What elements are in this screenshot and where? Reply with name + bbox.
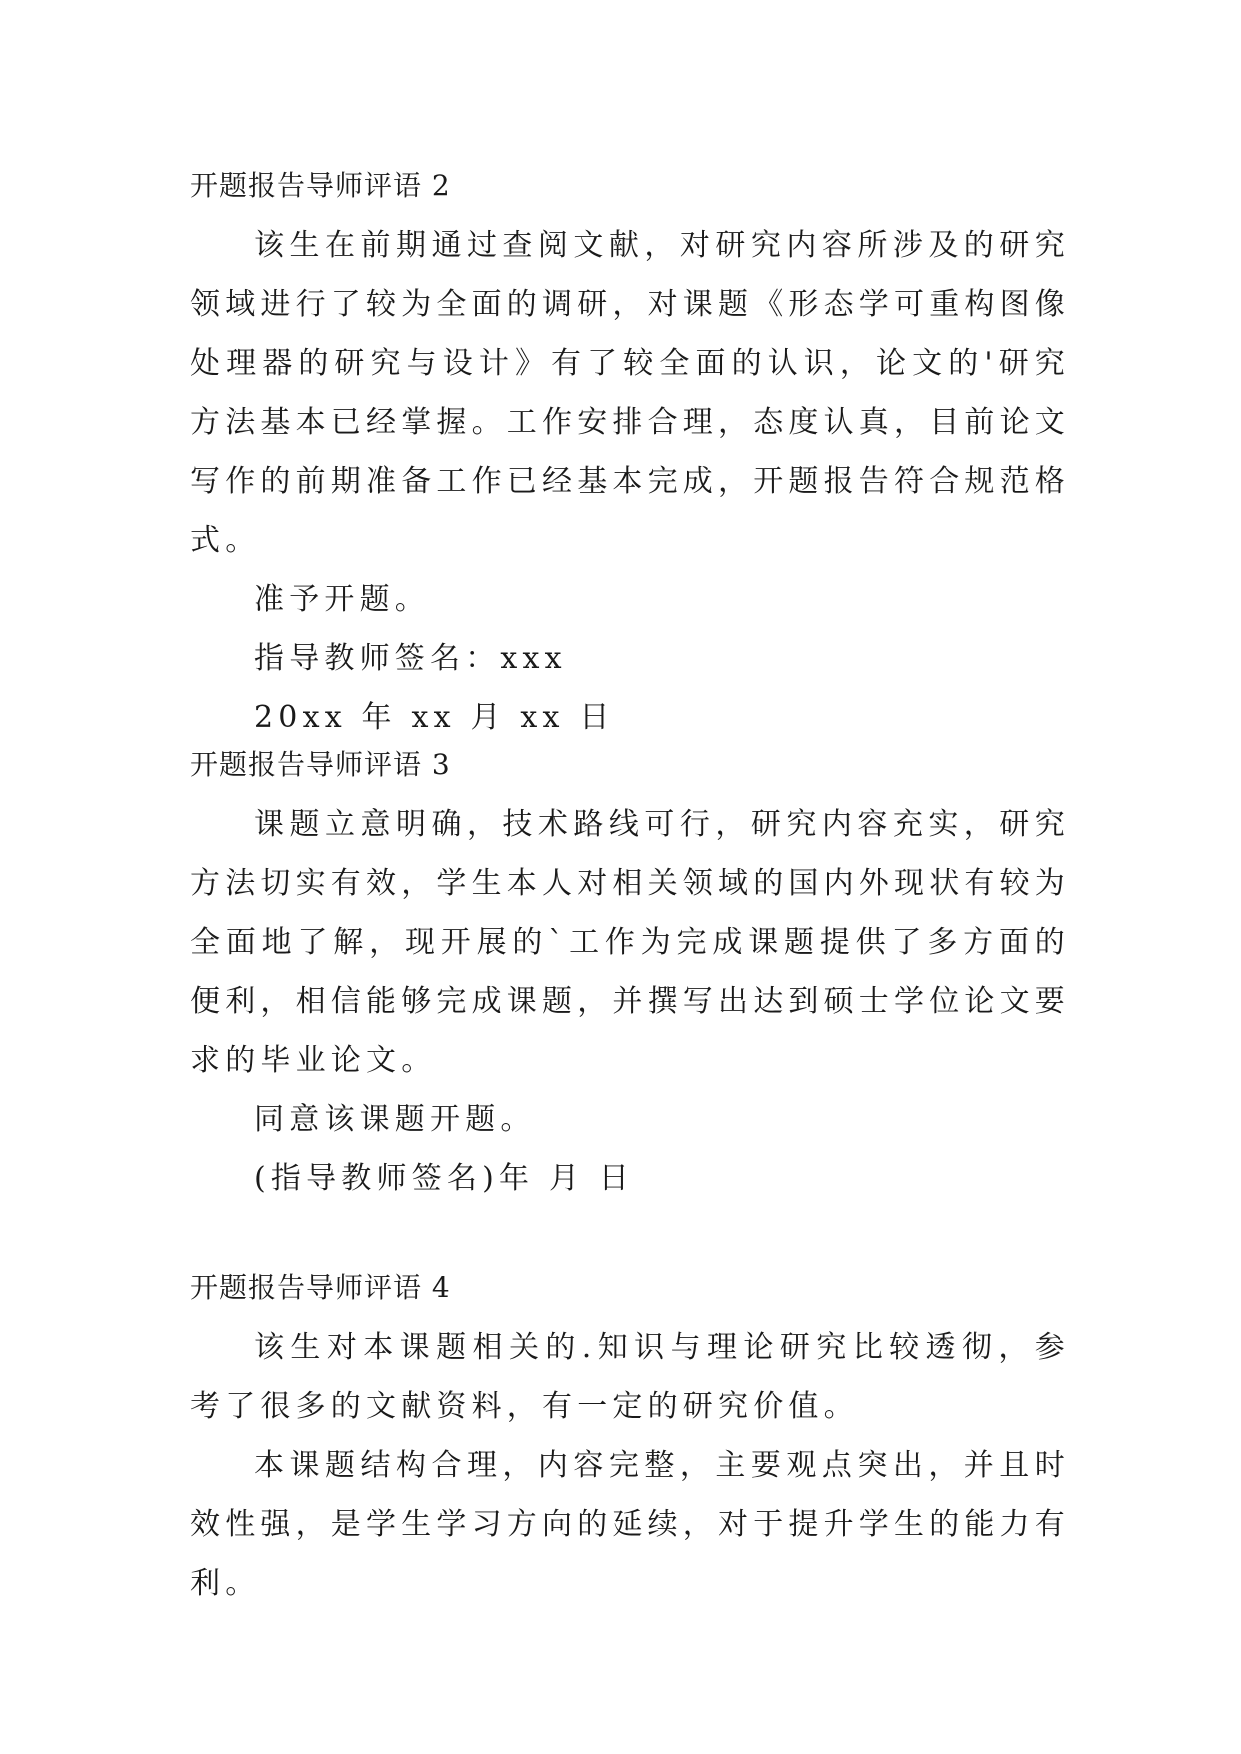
body-paragraph: 该生在前期通过查阅文献，对研究内容所涉及的研究领域进行了较为全面的调研，对课题《形态学可重构图像处理器的研究与设计》有了较全面的认识，论文的'研究方法基本已经掌握。工作安排合理，态度认真，目前论文写作的前期准备工作已经基本完成，开题报告符合规范格式。 <box>190 228 1070 558</box>
section-heading: 开题报告导师评语 3 <box>190 748 451 781</box>
approval-line: 准予开题。 <box>254 582 430 617</box>
signature-date-line: (指导教师签名)年 月 日 <box>254 1161 635 1196</box>
signature-line: 指导教师签名：xxx <box>254 641 567 676</box>
date-line: 20xx 年 xx 月 xx 日 <box>254 700 615 735</box>
approval-line: 同意该课题开题。 <box>254 1102 536 1137</box>
section-heading: 开题报告导师评语 2 <box>190 169 451 202</box>
section-heading: 开题报告导师评语 4 <box>190 1271 451 1304</box>
comment-section-4 <box>190 1268 1070 1613</box>
comment-section-2 <box>190 166 1070 747</box>
body-paragraph: 该生对本课题相关的.知识与理论研究比较透彻，参考了很多的文献资料，有一定的研究价值。 <box>190 1330 1070 1424</box>
body-paragraph: 课题立意明确，技术路线可行，研究内容充实，研究方法切实有效，学生本人对相关领域的国内外现状有较为全面地了解，现开展的`工作为完成课题提供了多方面的便利，相信能够完成课题，并撰写出达到硕士学位论文要求的毕业论文。 <box>190 807 1070 1078</box>
comment-section-3 <box>190 745 1070 1208</box>
body-paragraph: 本课题结构合理，内容完整，主要观点突出，并且时效性强，是学生学习方向的延续，对于提升学生的能力有利。 <box>190 1448 1070 1601</box>
